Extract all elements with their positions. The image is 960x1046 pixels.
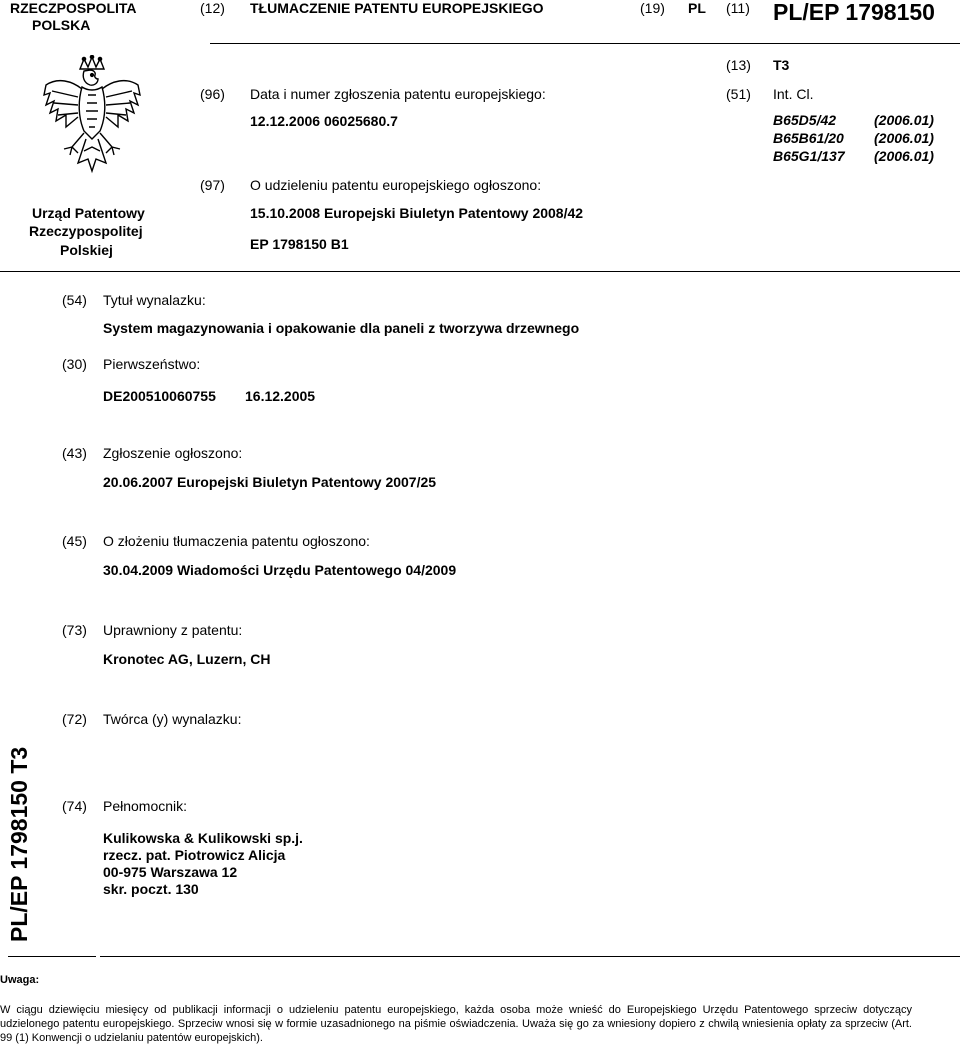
bottom-divider-right: [100, 956, 960, 957]
code-13: (13): [726, 57, 751, 73]
field-96-value: 12.12.2006 06025680.7: [250, 113, 398, 129]
attorney-line-4: skr. poczt. 130: [103, 881, 199, 897]
priority-date: 16.12.2005: [245, 388, 316, 404]
ipc-class-2: B65B61/20: [773, 130, 844, 146]
field-72-label: Twórca (y) wynalazku:: [103, 711, 242, 727]
field-54-label: Tytuł wynalazku:: [103, 292, 206, 308]
header-divider: [210, 43, 960, 44]
ipc-version-2: (2006.01): [874, 130, 934, 146]
field-30-label: Pierwszeństwo:: [103, 356, 201, 372]
field-45-value: 30.04.2009 Wiadomości Urzędu Patentowego 04/2009: [103, 562, 457, 578]
ep-number: EP 1798150 B1: [250, 236, 349, 252]
office-line-2: Rzeczypospolitej: [29, 223, 143, 239]
side-patent-label: PL/EP 1798150 T3: [6, 746, 32, 942]
code-72: (72): [62, 711, 87, 727]
code-43: (43): [62, 445, 87, 461]
code-51: (51): [726, 86, 751, 102]
field-96-label: Data i numer zgłoszenia patentu europejskiego:: [250, 86, 546, 102]
code-45: (45): [62, 533, 87, 549]
notice-text: W ciągu dziewięciu miesięcy od publikacji informacji o udzieleniu patentu europejskiego, każda osoba może wnieść do Europejskiego Urzędu Patentowego sprzeciw dotyczący udzielonego patentu europejskiego. Sprzeciw wnosi się w formie uzasadnionego na piśmie oświadczenia. Uważa się go za wniesiony dopiero z chwilą wniesienia opłaty za sprzeciw (Art. 99 (1) Konwencji o udzielaniu patentów europejskich).: [0, 1004, 912, 1044]
invention-title: System magazynowania i opakowanie dla paneli z tworzywa drzewnego: [103, 320, 580, 336]
patent-holder: Kronotec AG, Luzern, CH: [103, 651, 271, 667]
code-74: (74): [62, 798, 87, 814]
country-line-1: RZECZPOSPOLITA: [10, 0, 137, 16]
code-54: (54): [62, 292, 87, 308]
field-97-value: 15.10.2008 Europejski Biuletyn Patentowy 2008/42: [250, 205, 584, 221]
field-43-label: Zgłoszenie ogłoszono:: [103, 445, 243, 461]
patent-number: PL/EP 1798150: [773, 0, 935, 25]
ipc-class-1: B65D5/42: [773, 112, 837, 128]
code-73: (73): [62, 622, 87, 638]
polish-eagle-emblem: [38, 55, 146, 187]
code-30: (30): [62, 356, 87, 372]
field-45-label: O złożeniu tłumaczenia patentu ogłoszono:: [103, 533, 370, 549]
document-type: TŁUMACZENIE PATENTU EUROPEJSKIEGO: [250, 0, 544, 16]
code-19: (19): [640, 0, 665, 16]
kind-code: T3: [773, 57, 790, 73]
code-96: (96): [200, 86, 225, 102]
ipc-version-1: (2006.01): [874, 112, 934, 128]
attorney-line-3: 00-975 Warszawa 12: [103, 864, 238, 880]
attorney-line-1: Kulikowska & Kulikowski sp.j.: [103, 830, 303, 846]
attorney-line-2: rzecz. pat. Piotrowicz Alicja: [103, 847, 286, 863]
office-line-1: Urząd Patentowy: [32, 205, 145, 221]
field-73-label: Uprawniony z patentu:: [103, 622, 243, 638]
priority-application: DE200510060755: [103, 388, 216, 404]
code-97: (97): [200, 177, 225, 193]
code-11: (11): [726, 0, 750, 16]
field-97-label: O udzieleniu patentu europejskiego ogłoszono:: [250, 177, 542, 193]
field-74-label: Pełnomocnik:: [103, 798, 188, 814]
office-line-3: Polskiej: [60, 242, 113, 258]
main-divider: [0, 271, 960, 272]
ipc-version-3: (2006.01): [874, 148, 934, 164]
country-line-2: POLSKA: [32, 17, 91, 33]
field-43-value: 20.06.2007 Europejski Biuletyn Patentowy 2007/25: [103, 474, 437, 490]
notice-title: Uwaga:: [0, 974, 40, 986]
ipc-class-3: B65G1/137: [773, 148, 845, 164]
field-51-label: Int. Cl.: [773, 86, 814, 102]
bottom-divider-left: [8, 956, 96, 957]
country-code: PL: [688, 0, 706, 16]
code-12: (12): [200, 0, 225, 16]
